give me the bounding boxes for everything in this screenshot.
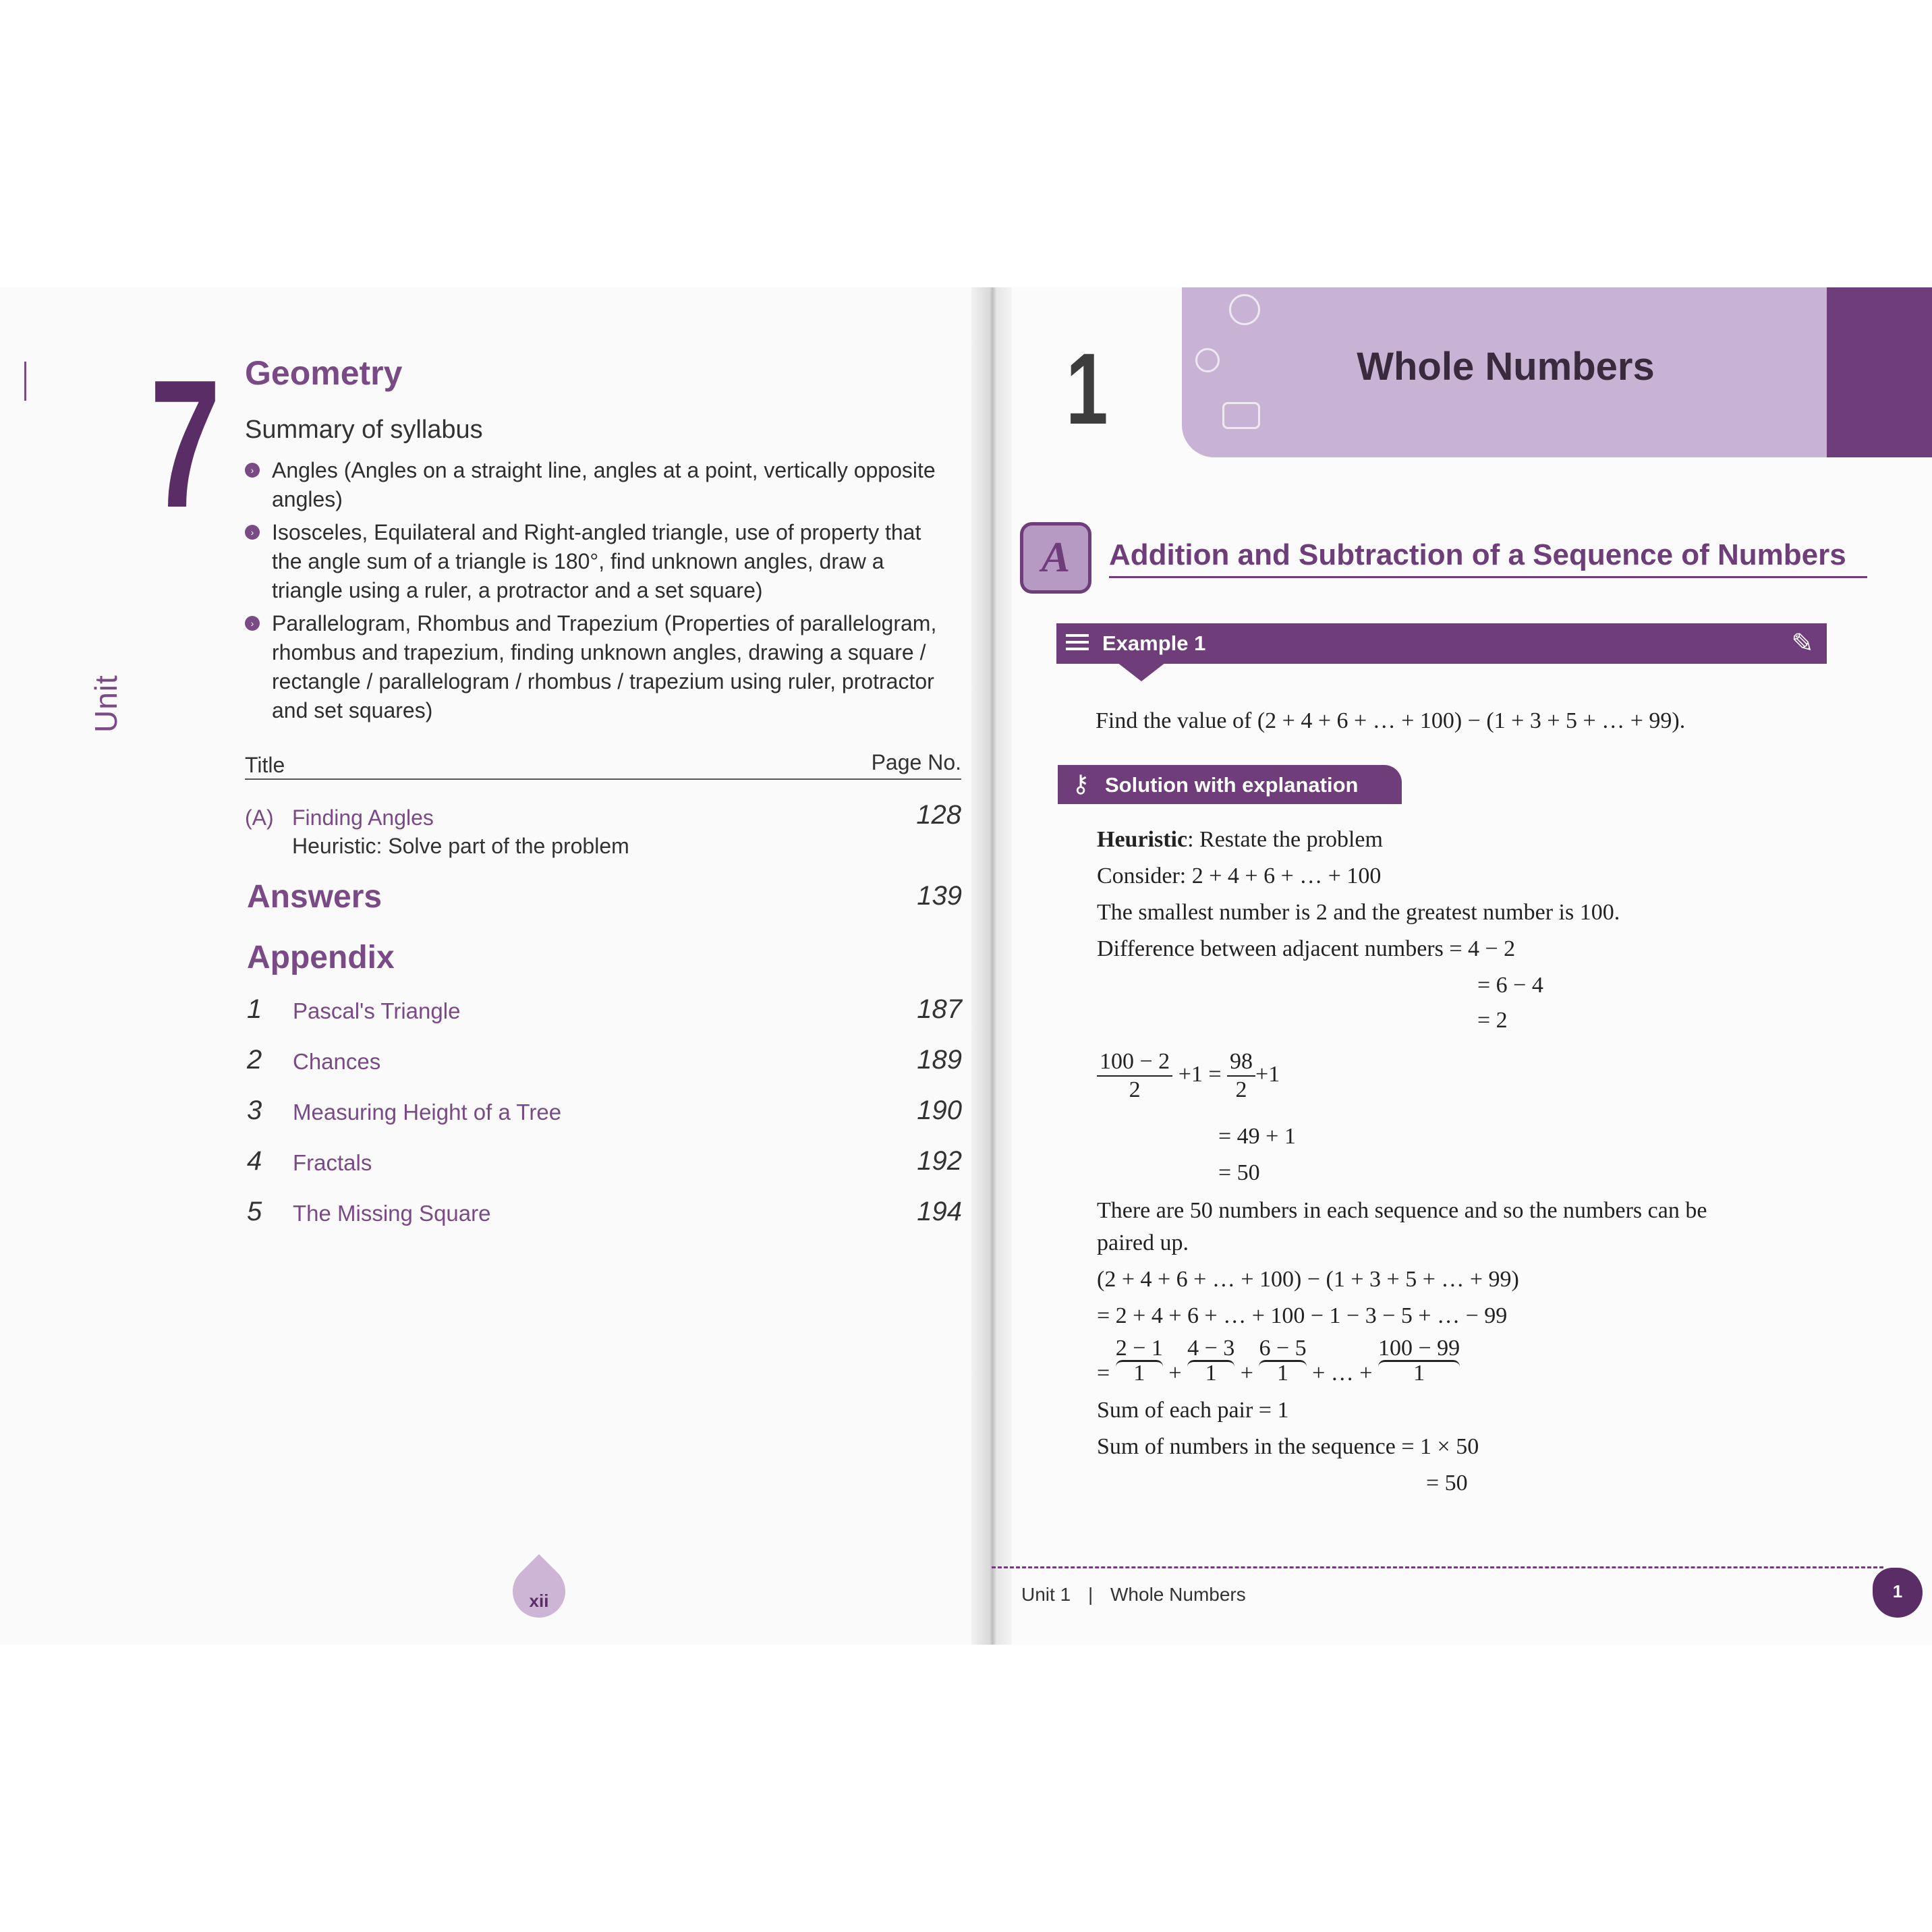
unit-label: Unit xyxy=(88,675,123,733)
right-page-number: 1 xyxy=(1892,1581,1903,1601)
brace-group: $\frac{4 - 3}{1}$ xyxy=(1187,1336,1235,1386)
footer-title: Whole Numbers xyxy=(1110,1584,1246,1605)
left-page-number: xii xyxy=(529,1591,549,1611)
book-doodle-icon xyxy=(1222,402,1260,429)
footer-separator: | xyxy=(1087,1584,1093,1605)
book-gutter xyxy=(971,287,1012,1645)
arrow-bullet-icon: › xyxy=(245,525,260,540)
chapter-title: Whole Numbers xyxy=(1357,345,1655,389)
example-label: Example 1 xyxy=(1102,631,1206,655)
toc-title-header: Title xyxy=(245,753,285,777)
footer-dashed-line xyxy=(992,1566,1883,1568)
section-badge xyxy=(1020,522,1091,594)
appendix-item[interactable]: 4 Fractals 192 xyxy=(247,1146,962,1176)
summary-heading: Summary of syllabus xyxy=(245,416,483,444)
pencil-icon: ✎ xyxy=(1791,629,1814,658)
toc-header xyxy=(245,750,961,780)
appendix-heading: Appendix xyxy=(247,940,395,975)
paired-line: paired up. xyxy=(1097,1230,1189,1255)
unit-title: Geometry xyxy=(245,354,403,392)
fraction: $\frac{98}{2}$ xyxy=(1227,1048,1255,1104)
brace-group: $\frac{100 - 99}{1}$ xyxy=(1377,1336,1460,1386)
margin-mark xyxy=(24,362,26,401)
fraction: $\frac{100 - 2}{2}$ xyxy=(1097,1048,1172,1104)
appendix-item[interactable]: 5 The Missing Square 194 xyxy=(247,1197,962,1226)
toc-entry-page: 128 xyxy=(916,800,961,830)
menu-icon xyxy=(1066,634,1089,653)
brace-group: $\frac{2 - 1}{1}$ xyxy=(1115,1336,1163,1386)
solution-label: Solution with explanation xyxy=(1105,773,1359,797)
expression-line: = 2 + 4 + 6 + … + 100 − 1 − 3 − 5 + … − 99 xyxy=(1097,1303,1508,1328)
fraction-line: $\frac{100 - 2}{2}$ +1 = $\frac{98}{2}$ +1 xyxy=(1097,1048,1280,1104)
difference-line-3: = 2 xyxy=(1477,1008,1508,1033)
brace-group: $\frac{6 - 5}{1}$ xyxy=(1259,1336,1307,1386)
answers-row[interactable] xyxy=(247,878,962,926)
toc-entry-letter: (A) xyxy=(245,805,274,830)
example-question: Find the value of (2 + 4 + 6 + … + 100) − (1 + 3 + 5 + … + 99). xyxy=(1096,708,1686,733)
step-line: = 49 + 1 xyxy=(1218,1124,1296,1149)
step-line: = 50 xyxy=(1218,1160,1260,1185)
section-title: Addition and Subtraction of a Sequence of Numbers xyxy=(1109,538,1846,571)
appendix-item[interactable]: 3 Measuring Height of a Tree 190 xyxy=(247,1096,962,1125)
toc-page-header: Page No. xyxy=(871,750,961,774)
arrow-bullet-icon: › xyxy=(245,616,260,631)
answers-label: Answers xyxy=(247,879,382,915)
expression-line: (2 + 4 + 6 + … + 100) − (1 + 3 + 5 + … + 99) xyxy=(1097,1267,1519,1292)
sum-sequence-line: Sum of numbers in the sequence = 1 × 50 xyxy=(1097,1434,1479,1459)
chapter-number: 1 xyxy=(1066,332,1108,445)
book-spread xyxy=(0,287,1932,1645)
answers-page: 139 xyxy=(917,881,962,911)
ball-doodle-icon xyxy=(1229,294,1260,325)
footer-unit: Unit 1 xyxy=(1021,1584,1071,1605)
right-page-number-badge xyxy=(1873,1568,1923,1618)
appendix-item[interactable]: 1 Pascal's Triangle 187 xyxy=(247,994,962,1024)
example-notch xyxy=(1117,662,1166,681)
heuristic-line: Heuristic: Restate the problem xyxy=(1097,827,1383,852)
syllabus-item: › Angles (Angles on a straight line, angles at a point, vertically opposite angles) xyxy=(245,456,953,514)
consider-line: Consider: 2 + 4 + 6 + … + 100 xyxy=(1097,863,1382,888)
sum-pair-line: Sum of each pair = 1 xyxy=(1097,1398,1289,1423)
stationery-doodle-icon xyxy=(1827,287,1932,457)
syllabus-item: › Isosceles, Equilateral and Right-angled triangle, use of property that the angle sum of a triangle is 180°, find unknown angles, draw a triangle using a ruler, a protractor and a set square) xyxy=(245,518,953,605)
key-icon: ⚷ xyxy=(1071,770,1090,797)
arrow-bullet-icon: › xyxy=(245,463,260,478)
unit-number: 7 xyxy=(150,343,221,546)
toc-entry-subtitle: Heuristic: Solve part of the problem xyxy=(292,834,629,858)
syllabus-list xyxy=(245,456,953,729)
left-page xyxy=(0,287,992,1645)
syllabus-item: › Parallelogram, Rhombus and Trapezium (Properties of parallelogram, rhombus and trapezium, finding unknown angles, drawing a square / rectangle / parallelogram / rhombus / trapezium using ruler, protractor and set squares) xyxy=(245,609,953,725)
toc-entry-name: Finding Angles xyxy=(292,805,434,830)
paired-expression: = $\frac{2 - 1}{1}$ + $\frac{4 - 3}{1}$ + $\frac{6 - 5}{1}$ + … + $\frac{100 - 99}{1}$ xyxy=(1097,1336,1460,1386)
appendix-item[interactable]: 2 Chances 189 xyxy=(247,1045,962,1075)
sum-sequence-line-2: = 50 xyxy=(1426,1471,1468,1496)
difference-line-2: = 6 − 4 xyxy=(1477,973,1543,998)
section-letter: A xyxy=(1041,533,1071,581)
smallest-line: The smallest number is 2 and the greatest number is 100. xyxy=(1097,900,1620,925)
footer xyxy=(1021,1584,1246,1606)
paired-line: There are 50 numbers in each sequence and so the numbers can be xyxy=(1097,1198,1707,1223)
difference-line: Difference between adjacent numbers = 4 − 2 xyxy=(1097,936,1516,961)
section-underline xyxy=(1109,576,1867,578)
